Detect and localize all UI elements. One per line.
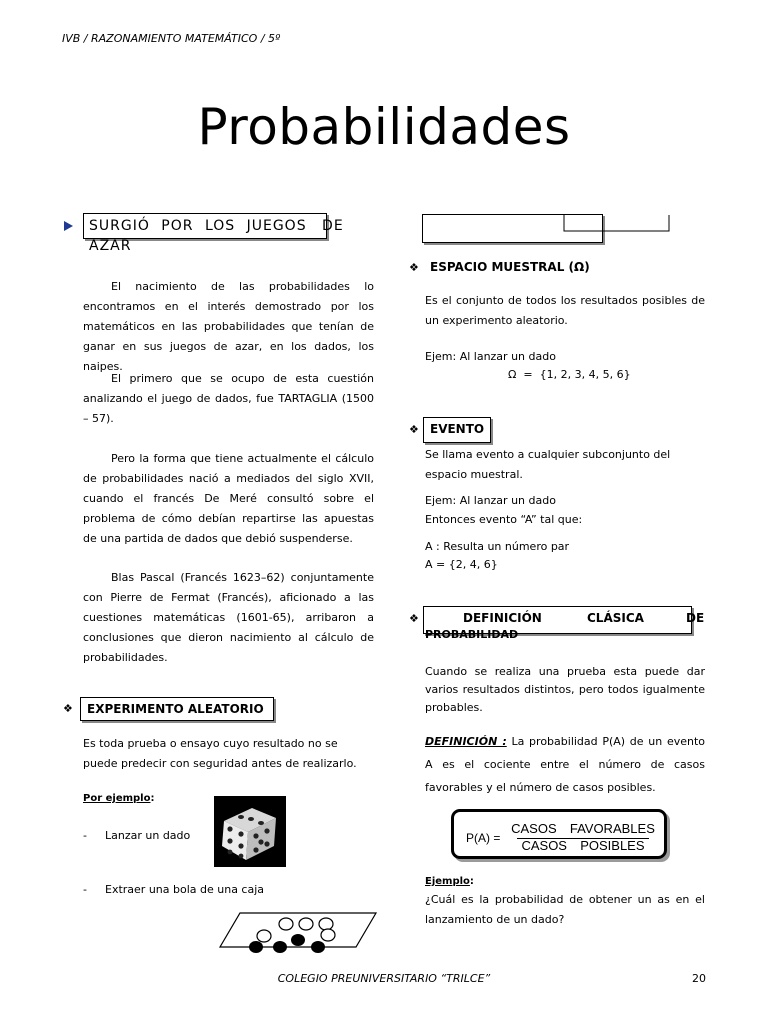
definicion-label: DEFINICIÓN : — [425, 735, 507, 748]
footer-school: COLEGIO PREUNIVERSITARIO “TRILCE” — [277, 972, 491, 985]
example-label-line — [83, 793, 154, 804]
item-dash: - — [83, 829, 87, 842]
definicion-title-part: CLÁSICA — [587, 611, 644, 625]
evento-entonces: Entonces evento “A” tal que: — [425, 513, 583, 526]
evento-title: EVENTO — [430, 422, 485, 436]
section-title-azar: AZAR — [89, 238, 132, 254]
paragraph-2: El primero que se ocupo de esta cuestión analizando el juego de dados, fue TARTAGLIA (1500 – 57). — [83, 372, 374, 425]
ball-box-illustration — [218, 910, 378, 956]
page-number: 20 — [692, 972, 706, 985]
espacio-ejemplo: Ejem: Al lanzar un dado — [425, 350, 556, 363]
definicion-intro: Cuando se realiza una prueba esta puede dar varios resultados distintos, pero todos igualmente probables. — [425, 665, 705, 714]
ejemplo-label-line — [425, 876, 474, 887]
diamond-bullet-icon: ❖ — [63, 702, 73, 715]
evento-a-definicion: A : Resulta un número par — [425, 540, 570, 553]
definicion-title-part: PROBABILIDAD — [425, 628, 519, 641]
page-title: Probabilidades — [197, 98, 571, 156]
formula-denominator: CASOS POSIBLES — [521, 838, 645, 853]
evento-text: Se llama evento a cualquier subconjunto del espacio muestral. — [425, 448, 671, 481]
paragraph-3: Pero la forma que tiene actualmente el cálculo de probabilidades nació a mediados del siglo XVII, cuando el francés De Meré consultó sobre el problema de cómo debían repartirse las apuestas de una partida de dados que debió suspenderse. — [83, 452, 374, 545]
diamond-bullet-icon: ❖ — [409, 612, 419, 625]
experimento-title: EXPERIMENTO ALEATORIO — [87, 702, 264, 716]
item-dash: - — [83, 883, 87, 896]
example-colon: : — [150, 793, 155, 804]
diamond-bullet-icon: ❖ — [409, 423, 419, 436]
example-item-bola: Extraer una bola de una caja — [105, 883, 265, 896]
omega-set: Ω = {1, 2, 3, 4, 5, 6} — [508, 368, 631, 381]
section-title-part: DE — [322, 218, 344, 234]
experimento-text: Es toda prueba o ensayo cuyo resultado no se puede predecir con seguridad antes de realizarlo. — [83, 737, 357, 770]
example-item-dado: Lanzar un dado — [105, 829, 191, 842]
evento-ejemplo: Ejem: Al lanzar un dado — [425, 494, 556, 507]
espacio-muestral-text: Es el conjunto de todos los resultados posibles de un experimento aleatorio. — [425, 294, 705, 327]
section-title-surgio — [89, 218, 361, 234]
paragraph-1: El nacimiento de las probabilidades lo encontramos en el interés demostrado por los matemáticos en las probabilidades que tenían de ganar en sus juegos de azar, en los dados, los naipes. — [83, 280, 374, 373]
definicion-title-part: DE — [686, 611, 705, 625]
ejemplo-colon: : — [469, 876, 474, 887]
example-label: Por ejemplo — [83, 793, 151, 804]
dice-icon — [214, 796, 286, 867]
formula-numerator: CASOS FAVORABLES — [511, 821, 655, 836]
espacio-muestral-title: ESPACIO MUESTRAL (Ω) — [430, 260, 590, 274]
definicion-title-part: DEFINICIÓN — [463, 611, 542, 625]
definicion-text: La probabilidad P(A) de un evento A es el cociente entre el número de casos favorables y el número de casos posibles. — [425, 735, 706, 794]
arrow-bullet-icon — [64, 221, 73, 231]
evento-a-conjunto: A = {2, 4, 6} — [425, 558, 498, 571]
section-title-part: SURGIÓ POR LOS JUEGOS — [89, 218, 307, 234]
ejemplo-label: Ejemplo — [425, 876, 470, 887]
diamond-bullet-icon: ❖ — [409, 261, 419, 274]
formula-lhs: P(A) = — [466, 831, 501, 845]
ejemplo-text: ¿Cuál es la probabilidad de obtener un as en el lanzamiento de un dado? — [425, 893, 705, 926]
paragraph-4: Blas Pascal (Francés 1623–62) conjuntamente con Pierre de Fermat (Francés), aficionado a las cuestiones matemáticas (1601-65), arribaron a conclusiones que dieron nacimiento al cálculo de probabilidades. — [83, 571, 374, 664]
dice-image — [214, 796, 286, 867]
decorative-bracket-line — [560, 213, 672, 235]
running-header: IVB / RAZONAMIENTO MATEMÁTICO / 5º — [62, 32, 281, 45]
definicion-paragraph — [425, 730, 705, 799]
